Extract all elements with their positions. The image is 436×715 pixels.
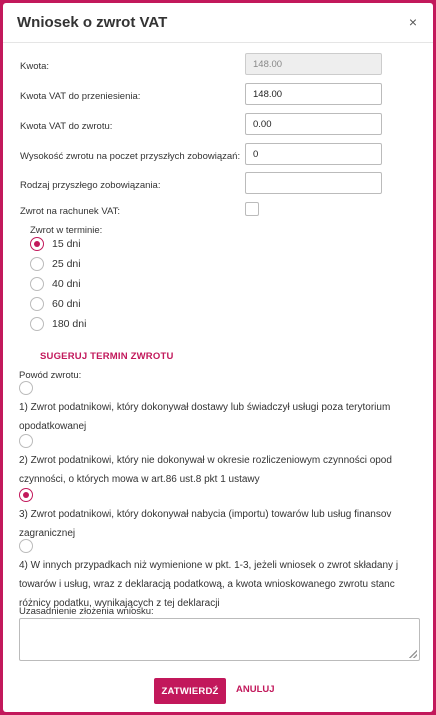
suggest-term-button[interactable]: SUGERUJ TERMIN ZWROTU xyxy=(40,351,174,362)
uzasadnienie-label: Uzasadnienie złożenia wniosku: xyxy=(19,606,154,617)
termin-option-label: 25 dni xyxy=(52,258,81,270)
rachunek-vat-label: Zwrot na rachunek VAT: xyxy=(20,206,120,217)
kwota-vat-zwrotu-label: Kwota VAT do zwrotu: xyxy=(20,121,113,132)
powod-option-text: towarów i usług, wraz z deklaracją podatkową, a kwota wnioskowanego zwrotu stanc xyxy=(19,579,395,590)
confirm-button[interactable]: ZATWIERDŹ xyxy=(154,678,226,704)
wysokosc-zwrotu-label: Wysokość zwrotu na poczet przyszłych zobowiązań: xyxy=(20,151,241,162)
powod-option-text: zagranicznej xyxy=(19,528,76,539)
resize-grip-icon[interactable] xyxy=(409,650,417,658)
kwota-vat-przeniesienia-field[interactable] xyxy=(245,83,382,105)
powod-option-text: czynności, o których mowa w art.86 ust.8 pkt 1 ustawy xyxy=(19,474,260,485)
kwota-field xyxy=(245,53,382,75)
termin-option-label: 180 dni xyxy=(52,318,87,330)
powod-option-text: różnicy podatku, wynikających z tej deklaracji xyxy=(19,598,220,609)
vat-refund-dialog xyxy=(3,3,433,712)
powod-option-text: opodatkowanej xyxy=(19,421,87,432)
termin-radio[interactable] xyxy=(30,317,44,331)
powod-option-text: 4) W innych przypadkach niż wymienione w pkt. 1-3, jeżeli wniosek o zwrot składany j xyxy=(19,560,399,571)
close-icon[interactable]: × xyxy=(408,14,417,30)
kwota-vat-przeniesienia-label: Kwota VAT do przeniesienia: xyxy=(20,91,141,102)
termin-option-label: 40 dni xyxy=(52,278,81,290)
powod-radio[interactable] xyxy=(19,488,33,502)
powod-option-text: 3) Zwrot podatnikowi, który dokonywał nabycia (importu) towarów lub usług finansov xyxy=(19,509,392,520)
powod-label: Powód zwrotu: xyxy=(19,370,82,381)
rodzaj-zobowiazania-label: Rodzaj przyszłego zobowiązania: xyxy=(20,180,161,191)
termin-option-label: 15 dni xyxy=(52,238,81,250)
wysokosc-zwrotu-field[interactable] xyxy=(245,143,382,165)
termin-radio[interactable] xyxy=(30,237,44,251)
rodzaj-zobowiazania-field[interactable] xyxy=(245,172,382,194)
uzasadnienie-textarea[interactable] xyxy=(19,618,420,661)
termin-radio[interactable] xyxy=(30,297,44,311)
termin-label: Zwrot w terminie: xyxy=(30,225,103,236)
kwota-label: Kwota: xyxy=(20,61,50,72)
powod-radio[interactable] xyxy=(19,381,33,395)
kwota-vat-zwrotu-field[interactable] xyxy=(245,113,382,135)
dialog-title: Wniosek o zwrot VAT xyxy=(17,14,168,31)
termin-radio[interactable] xyxy=(30,257,44,271)
powod-radio[interactable] xyxy=(19,539,33,553)
powod-option-text: 1) Zwrot podatnikowi, który dokonywał dostawy lub świadczył usługi poza terytorium xyxy=(19,402,391,413)
termin-radio[interactable] xyxy=(30,277,44,291)
rachunek-vat-checkbox[interactable] xyxy=(245,202,259,216)
cancel-button[interactable]: ANULUJ xyxy=(236,684,275,695)
powod-radio[interactable] xyxy=(19,434,33,448)
powod-option-text: 2) Zwrot podatnikowi, który nie dokonywał w okresie rozliczeniowym czynności opod xyxy=(19,455,392,466)
dialog-header xyxy=(3,3,433,43)
termin-option-label: 60 dni xyxy=(52,298,81,310)
